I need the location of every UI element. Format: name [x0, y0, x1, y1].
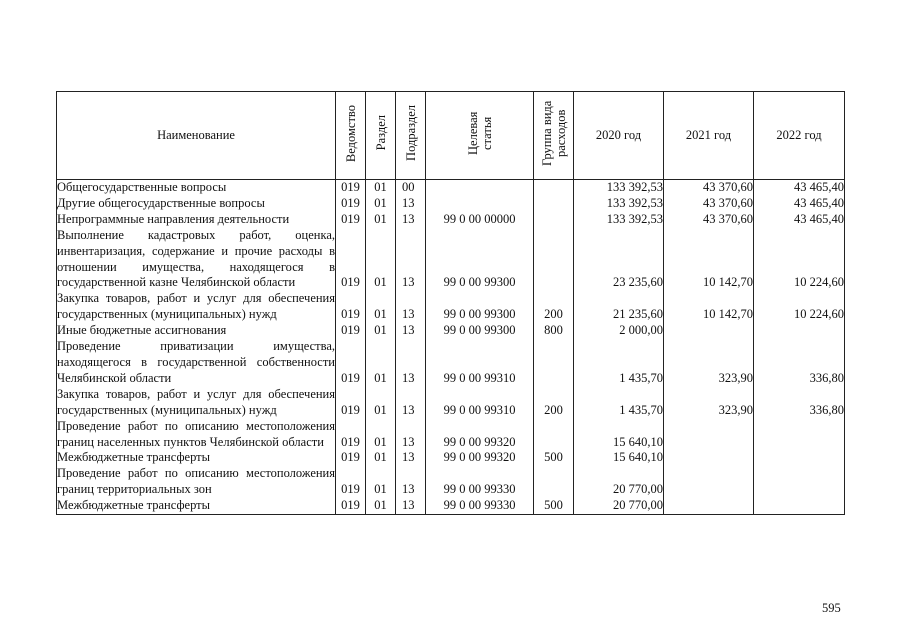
row-section: 01 — [366, 466, 396, 498]
row-subsection: 13 — [396, 228, 426, 292]
row-2021 — [664, 323, 754, 339]
row-2020: 23 235,60 — [574, 228, 664, 292]
row-2020: 2 000,00 — [574, 323, 664, 339]
row-2021 — [664, 450, 754, 466]
row-group — [534, 228, 574, 292]
row-group — [534, 466, 574, 498]
budget-table — [56, 91, 845, 515]
row-section: 01 — [366, 387, 396, 419]
row-dept: 019 — [336, 498, 366, 514]
row-2021 — [664, 498, 754, 514]
row-subsection: 13 — [396, 323, 426, 339]
row-name: Другие общегосударственные вопросы — [57, 196, 336, 212]
header-name: Наименование — [57, 92, 336, 180]
row-2020: 1 435,70 — [574, 387, 664, 419]
row-target: 99 0 00 99300 — [426, 228, 534, 292]
table-row — [57, 323, 845, 339]
row-dept: 019 — [336, 180, 366, 196]
row-dept: 019 — [336, 450, 366, 466]
row-dept: 019 — [336, 466, 366, 498]
row-dept: 019 — [336, 323, 366, 339]
row-subsection: 13 — [396, 498, 426, 514]
row-2022: 43 465,40 — [754, 212, 845, 228]
row-2022 — [754, 419, 845, 451]
row-subsection: 13 — [396, 419, 426, 451]
row-2021: 43 370,60 — [664, 180, 754, 196]
row-2022: 43 465,40 — [754, 180, 845, 196]
row-name: Закупка товаров, работ и услуг для обеспечения государственных (муниципальных) нужд — [57, 386, 335, 417]
table-row — [57, 196, 845, 212]
row-2022 — [754, 450, 845, 466]
row-target: 99 0 00 99330 — [426, 466, 534, 498]
row-2022 — [754, 498, 845, 514]
row-2020: 133 392,53 — [574, 212, 664, 228]
row-name: Проведение работ по описанию местоположения границ территориальных зон — [57, 466, 335, 497]
row-dept: 019 — [336, 196, 366, 212]
row-group: 500 — [534, 450, 574, 466]
row-section: 01 — [366, 450, 396, 466]
row-2020: 21 235,60 — [574, 291, 664, 323]
row-2021: 323,90 — [664, 339, 754, 387]
row-subsection: 13 — [396, 339, 426, 387]
row-2020: 20 770,00 — [574, 498, 664, 514]
row-name: Общегосударственные вопросы — [57, 180, 336, 196]
row-section: 01 — [366, 212, 396, 228]
header-dept: Ведомство — [336, 92, 366, 180]
row-section: 01 — [366, 419, 396, 451]
row-target: 99 0 00 99320 — [426, 419, 534, 451]
row-target: 99 0 00 99330 — [426, 498, 534, 514]
header-subsection: Подраздел — [396, 92, 426, 180]
row-dept: 019 — [336, 339, 366, 387]
row-2022: 336,80 — [754, 387, 845, 419]
row-2022: 10 224,60 — [754, 291, 845, 323]
row-dept: 019 — [336, 419, 366, 451]
row-2021: 10 142,70 — [664, 291, 754, 323]
row-target: 99 0 00 99300 — [426, 291, 534, 323]
header-2022: 2022 год — [754, 92, 845, 180]
row-group: 200 — [534, 387, 574, 419]
table-row — [57, 291, 845, 323]
row-2021: 43 370,60 — [664, 196, 754, 212]
row-dept: 019 — [336, 387, 366, 419]
row-section: 01 — [366, 196, 396, 212]
row-2021 — [664, 419, 754, 451]
row-2020: 20 770,00 — [574, 466, 664, 498]
table-row — [57, 419, 845, 451]
row-section: 01 — [366, 498, 396, 514]
row-section: 01 — [366, 291, 396, 323]
row-group — [534, 419, 574, 451]
row-target: 99 0 00 00000 — [426, 212, 534, 228]
table-row — [57, 466, 845, 498]
row-group — [534, 339, 574, 387]
row-target: 99 0 00 99310 — [426, 387, 534, 419]
row-2022: 43 465,40 — [754, 196, 845, 212]
row-name: Проведение приватизации имущества, находящегося в государственной собственности Челябинской области — [57, 339, 335, 385]
header-target: Целевая статья — [426, 92, 534, 180]
row-subsection: 13 — [396, 212, 426, 228]
row-name: Закупка товаров, работ и услуг для обеспечения государственных (муниципальных) нужд — [57, 291, 335, 322]
row-dept: 019 — [336, 212, 366, 228]
row-2020: 133 392,53 — [574, 196, 664, 212]
table-row — [57, 339, 845, 387]
row-2020: 15 640,10 — [574, 419, 664, 451]
row-name: Выполнение кадастровых работ, оценка, инвентаризация, содержание и прочие расходы в отношении имущества, находящегося в государственной казне Челябинской области — [57, 227, 335, 290]
row-2020: 15 640,10 — [574, 450, 664, 466]
row-target — [426, 196, 534, 212]
row-dept: 019 — [336, 228, 366, 292]
row-section: 01 — [366, 323, 396, 339]
row-section: 01 — [366, 339, 396, 387]
row-2022: 336,80 — [754, 339, 845, 387]
row-name: Проведение работ по описанию местоположения границ населенных пунктов Челябинской области — [57, 418, 335, 449]
row-subsection: 13 — [396, 291, 426, 323]
table-row — [57, 387, 845, 419]
row-dept: 019 — [336, 291, 366, 323]
row-2021: 323,90 — [664, 387, 754, 419]
row-2020: 1 435,70 — [574, 339, 664, 387]
row-group: 500 — [534, 498, 574, 514]
row-group — [534, 212, 574, 228]
row-target — [426, 180, 534, 196]
row-subsection: 13 — [396, 466, 426, 498]
header-2021: 2021 год — [664, 92, 754, 180]
row-section: 01 — [366, 180, 396, 196]
table-row — [57, 450, 845, 466]
row-section: 01 — [366, 228, 396, 292]
row-2021: 43 370,60 — [664, 212, 754, 228]
row-2022 — [754, 466, 845, 498]
row-name: Межбюджетные трансферты — [57, 498, 336, 514]
row-subsection: 13 — [396, 387, 426, 419]
header-group: Группа вида расходов — [534, 92, 574, 180]
row-target: 99 0 00 99320 — [426, 450, 534, 466]
row-target: 99 0 00 99310 — [426, 339, 534, 387]
row-group: 200 — [534, 291, 574, 323]
row-2021: 10 142,70 — [664, 228, 754, 292]
table-row — [57, 180, 845, 196]
row-2021 — [664, 466, 754, 498]
header-row — [57, 92, 845, 180]
row-name: Межбюджетные трансферты — [57, 450, 336, 466]
table-body — [57, 180, 845, 515]
row-subsection: 13 — [396, 450, 426, 466]
row-target: 99 0 00 99300 — [426, 323, 534, 339]
row-subsection: 13 — [396, 196, 426, 212]
row-subsection: 00 — [396, 180, 426, 196]
page-number: 595 — [822, 601, 841, 615]
row-name: Непрограммные направления деятельности — [57, 212, 336, 228]
header-section: Раздел — [366, 92, 396, 180]
row-2020: 133 392,53 — [574, 180, 664, 196]
row-group — [534, 180, 574, 196]
row-2022: 10 224,60 — [754, 228, 845, 292]
table-row — [57, 212, 845, 228]
row-name: Иные бюджетные ассигнования — [57, 323, 336, 339]
table-row — [57, 228, 845, 292]
row-2022 — [754, 323, 845, 339]
header-2020: 2020 год — [574, 92, 664, 180]
row-group — [534, 196, 574, 212]
row-group: 800 — [534, 323, 574, 339]
table-row — [57, 498, 845, 514]
